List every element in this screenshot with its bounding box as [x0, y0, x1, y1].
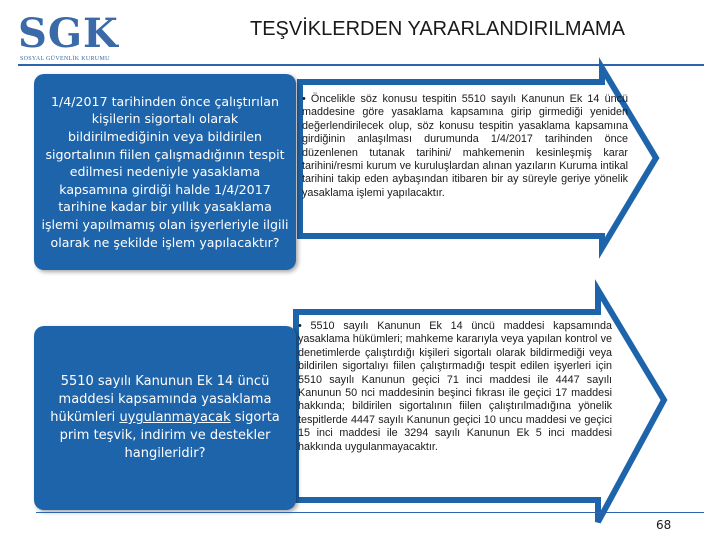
question-2-text	[34, 373, 296, 463]
question-2-text-start: 5510 sayılı Kanunun Ek 14 üncü maddesi kapsamında yasaklama hükümleri	[50, 374, 272, 425]
logo-subtitle: SOSYAL GÜVENLİK KURUMU	[20, 56, 110, 62]
question-box-2	[34, 326, 296, 510]
answer-1-text: • Öncelikle söz konusu tespitin 5510 sayılı Kanunun Ek 14 üncü maddesine göre yasaklama kapsamına girip girmediği yeniden değerlendirilecek olup, söz konusu tespitin yasaklama kapsamına girdiğinin anlaşılması durumunda 1/4/2017 tarihinden önce düzenlenen tutanak tarihini/ mahkemenin kesinleşmiş karar tarihini/resmi kurum ve kuruluşlardan alınan yazıların Kuruma intikal tarihini takip eden aybaşından itibaren bir ay süreyle geriye yönelik yasaklama işlemi yapılacaktır.	[302, 93, 628, 199]
answer-2-text: • 5510 sayılı Kanunun Ek 14 üncü maddesi kapsamında yasaklama hükümleri; mahkeme kararıyla veya yapılan kontrol ve denetimlerde çalıştırdığı kişileri sigortalı olarak bildirmediği veya bildirilen sigortalıyı fiilen çalıştırmadığı tespit edilen işyerleri için 5510 sayılı Kanunun geçici 71 inci maddesi ile 4447 sayılı Kanunun 50 nci maddesinin beşinci fıkrası ile geçici 17 maddesi hakkında; bildirilen sigortalının fiilen çalıştırılmadığına yönelik tespitlerde 4447 sayılı Kanunun geçici 10 uncu maddesi ve geçici 15 inci maddesi ile 3294 sayılı Kanunun Ek 5 inci maddesi hakkında uygulanmayacaktır.	[298, 320, 612, 453]
question-1-text: 1/4/2017 tarihinden önce çalıştırılan kişilerin sigortalı olarak bildirilmediğinin veya bildirilen sigortalının fiilen çalışmadığının tespit edilmesi nedeniyle yasaklama kapsamına girdiği halde 1/4/2017 tarihine kadar bir yıllık yasaklama işlemi yapılmamış olan işyerleriyle ilgili olarak ne şekilde işlem yapılacaktır?	[41, 93, 289, 250]
slide-title: TEŞVİKLERDEN YARARLANDIRILMAMA	[250, 18, 625, 40]
logo-text: SGK	[18, 10, 119, 57]
question-2-text-end: sigorta prim teşvik, indirim ve destekler hangileridir?	[59, 410, 280, 461]
question-2-underlined: uygulanmayacak	[119, 410, 231, 425]
footer-divider	[36, 512, 704, 513]
page-number: 68	[656, 518, 672, 532]
question-box-1	[34, 74, 296, 270]
